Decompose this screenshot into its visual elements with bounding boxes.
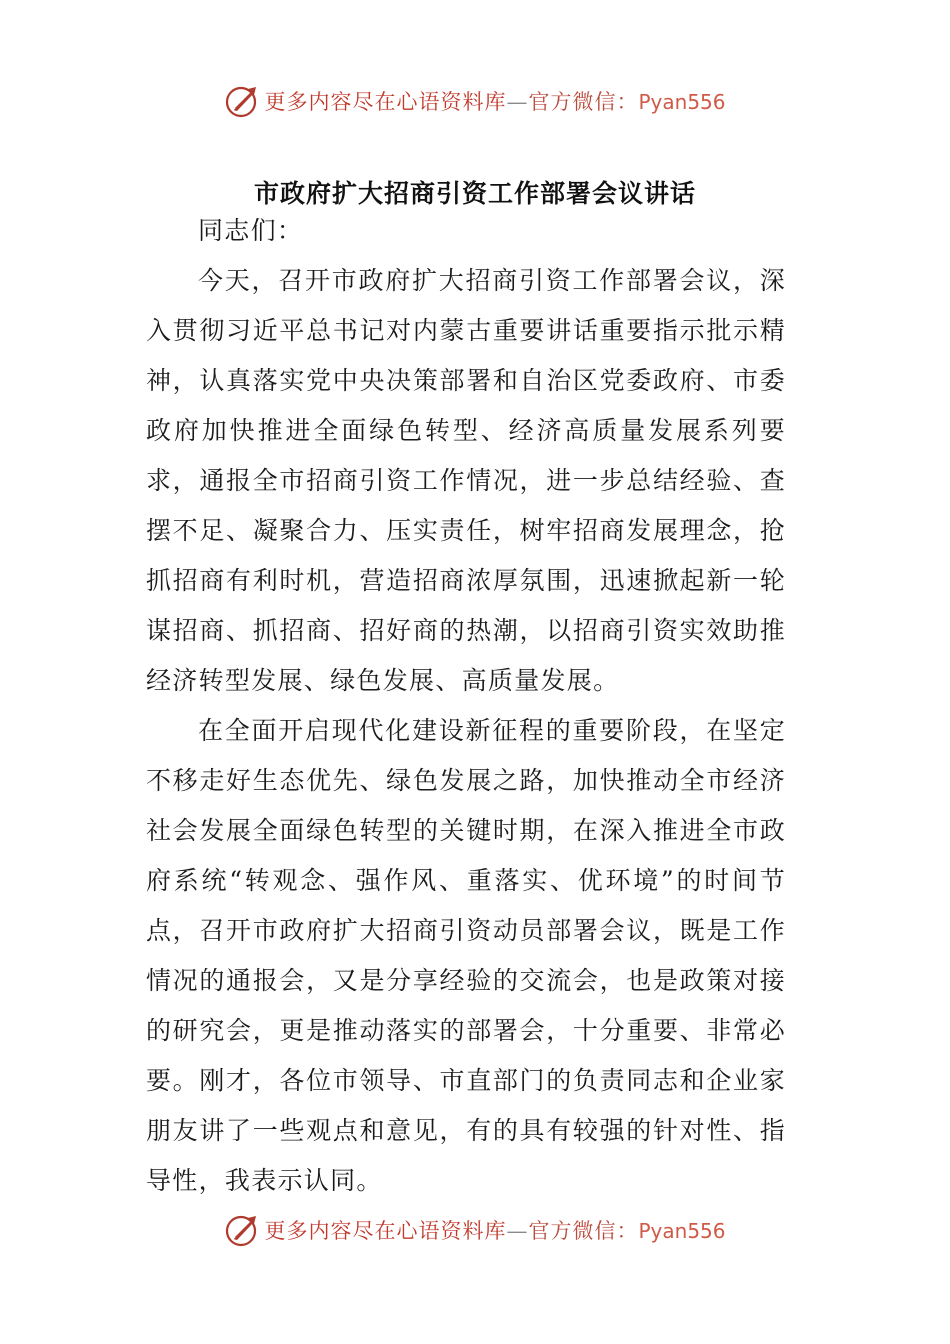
- header-watermark-banner: [0, 79, 950, 123]
- banner-wechat-id: Pyan556: [638, 1219, 726, 1243]
- quill-logo-icon: [224, 83, 260, 119]
- banner-text: [264, 1215, 725, 1245]
- banner-wechat-id: Pyan556: [638, 90, 726, 114]
- quill-logo-icon: [224, 1212, 260, 1248]
- banner-dash: —: [506, 1219, 529, 1243]
- banner-site-text: 更多内容尽在心语资料库: [264, 1219, 507, 1243]
- footer-watermark-banner: [0, 1208, 950, 1252]
- document-body: [146, 206, 786, 1206]
- paragraph-1: 今天，召开市政府扩大招商引资工作部署会议，深入贯彻习近平总书记对内蒙古重要讲话重要指示批示精神，认真落实党中央决策部署和自治区党委政府、市委政府加快推进全面绿色转型、经济高质量发展系列要求，通报全市招商引资工作情况，进一步总结经验、查摆不足、凝聚合力、压实责任，树牢招商发展理念，抢抓招商有利时机，营造招商浓厚氛围，迅速掀起新一轮谋招商、抓招商、招好商的热潮，以招商引资实效助推经济转型发展、绿色发展、高质量发展。: [146, 266, 786, 695]
- document-title: 市政府扩大招商引资工作部署会议讲话: [253, 179, 696, 208]
- paragraph-2: 在全面开启现代化建设新征程的重要阶段，在坚定不移走好生态优先、绿色发展之路，加快推动全市经济社会发展全面绿色转型的关键时期，在深入推进全市政府系统“转观念、强作风、重落实、优环境”的时间节点，召开市政府扩大招商引资动员部署会议，既是工作情况的通报会，又是分享经验的交流会，也是政策对接的研究会，更是推动落实的部署会，十分重要、非常必要。刚才，各位市领导、市直部门的负责同志和企业家朋友讲了一些观点和意见，有的具有较强的针对性、指导性，我表示认同。: [146, 716, 786, 1195]
- banner-official-label: 官方微信：: [528, 90, 639, 114]
- salutation: 同志们：: [198, 216, 304, 245]
- banner-text: [264, 86, 725, 116]
- banner-official-label: 官方微信：: [528, 1219, 639, 1243]
- banner-dash: —: [506, 90, 529, 114]
- banner-site-text: 更多内容尽在心语资料库: [264, 90, 507, 114]
